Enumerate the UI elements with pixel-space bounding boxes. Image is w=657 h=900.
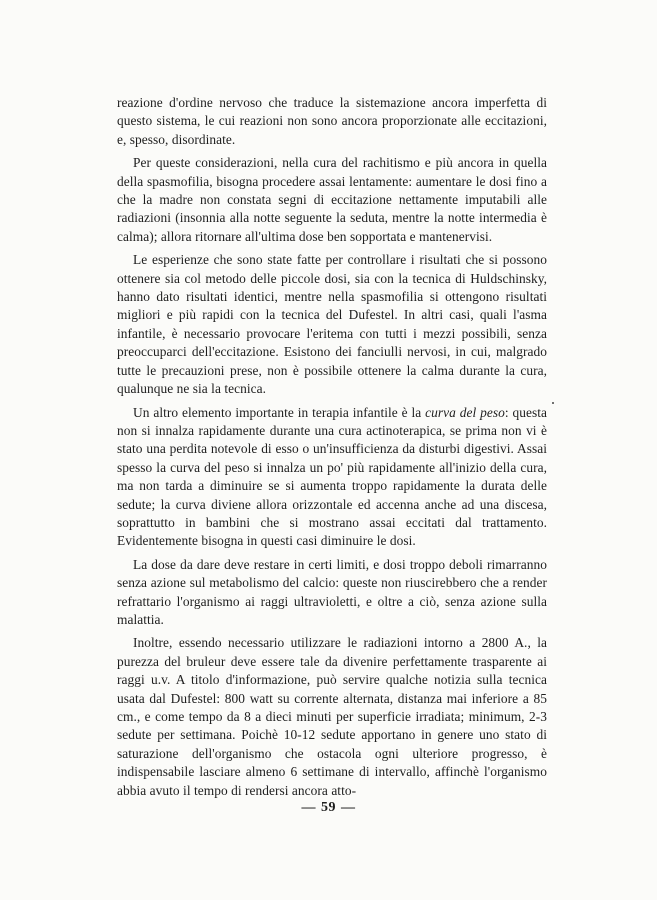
page-number-value: 59	[321, 800, 336, 815]
paragraph-3: Le esperienze che sono state fatte per controllare i risultati che si possono ottenere sia col metodo delle piccole dosi, sia con la tecnica di Huldschinsky, hanno dato risultati identici, mentre nella spasmofilia si ottengono risultati migliori e più rapidi con la tecnica del Dufestel. In altri casi, quali l'asma infantile, è necessario provocare l'eritema con tutti i mezzi possibili, senza preoccuparci dell'eccitazione. Esistono dei fanciulli nervosi, in cui, malgrado tutte le precauzioni prese, non è possibile ottenere la calma durante la cura, qualunque ne sia la tecnica.	[117, 252, 547, 397]
page-number	[0, 800, 657, 816]
paragraph-4	[117, 404, 547, 551]
page-number-dash-left: —	[301, 800, 316, 815]
paragraph-4-rest: : questa non si innalza rapidamente durante una cura actinoterapica, se prima non vi è stato una perdita notevole di esso o un'insufficienza da disturbi digestivi. Assai spesso la curva del peso si innalza un po' più rapidamente all'inizio della cura, ma non tarda a diminuire se si aumenta troppo rapidamente la durata delle sedute; la curva diviene allora orizzontale ed accenna anche ad una discesa, soprattutto in bambini che si mostrano assai eccitati dal trattamento. Evidentemente bisogna in questi casi diminuire le dosi.	[117, 404, 547, 549]
paragraph-4-italic-term: curva del peso	[425, 404, 505, 420]
paragraph-6: Inoltre, essendo necessario utilizzare le radiazioni intorno a 2800 A., la purezza del bruleur deve essere tale da divenire perfettamente trasparente ai raggi u.v. A titolo d'informazione, può servire qualche notizia sulla tecnica usata dal Dufestel: 800 watt su corrente alternata, distanza mai inferiore a 85 cm., e come tempo da 8 a dieci minuti per superficie irradiata; minimum, 2-3 sedute per settimana. Poichè 10-12 sedute apportano in genere uno stato di saturazione dell'organismo che ostacola ogni ulteriore progresso, è indispensabile lasciare almeno 6 settimane di intervallo, affinchè l'organismo abbia avuto il tempo di rendersi ancora atto-	[117, 635, 547, 798]
page-body	[117, 94, 547, 805]
paragraph-5: La dose da dare deve restare in certi limiti, e dosi troppo deboli rimarranno senza azione sul metabolismo del calcio: queste non riuscirebbero che a render refrattario l'organismo ai raggi ultravioletti, e oltre a ciò, senza azione sulla malattia.	[117, 556, 547, 627]
paragraph-2: Per queste considerazioni, nella cura del rachitismo e più ancora in quella della spasmofilia, bisogna procedere assai lentamente: aumentare le dosi fino a che la madre non constata segni di eccitazione nettamente imputabili alle radiazioni (insonnia alla notte seguente la seduta, mentre la notte intermedia è calma); allora ritornare all'ultima dose ben sopportata e mantenervisi.	[117, 155, 547, 244]
margin-speck	[552, 402, 554, 404]
page-number-dash-right: —	[341, 800, 356, 815]
paragraph-1: reazione d'ordine nervoso che traduce la sistemazione ancora imperfetta di questo sistema, le cui reazioni non sono ancora proporzionate alle eccitazioni, e, spesso, disordinate.	[117, 95, 547, 147]
paragraph-4-lead: Un altro elemento importante in terapia infantile è la	[133, 404, 426, 420]
